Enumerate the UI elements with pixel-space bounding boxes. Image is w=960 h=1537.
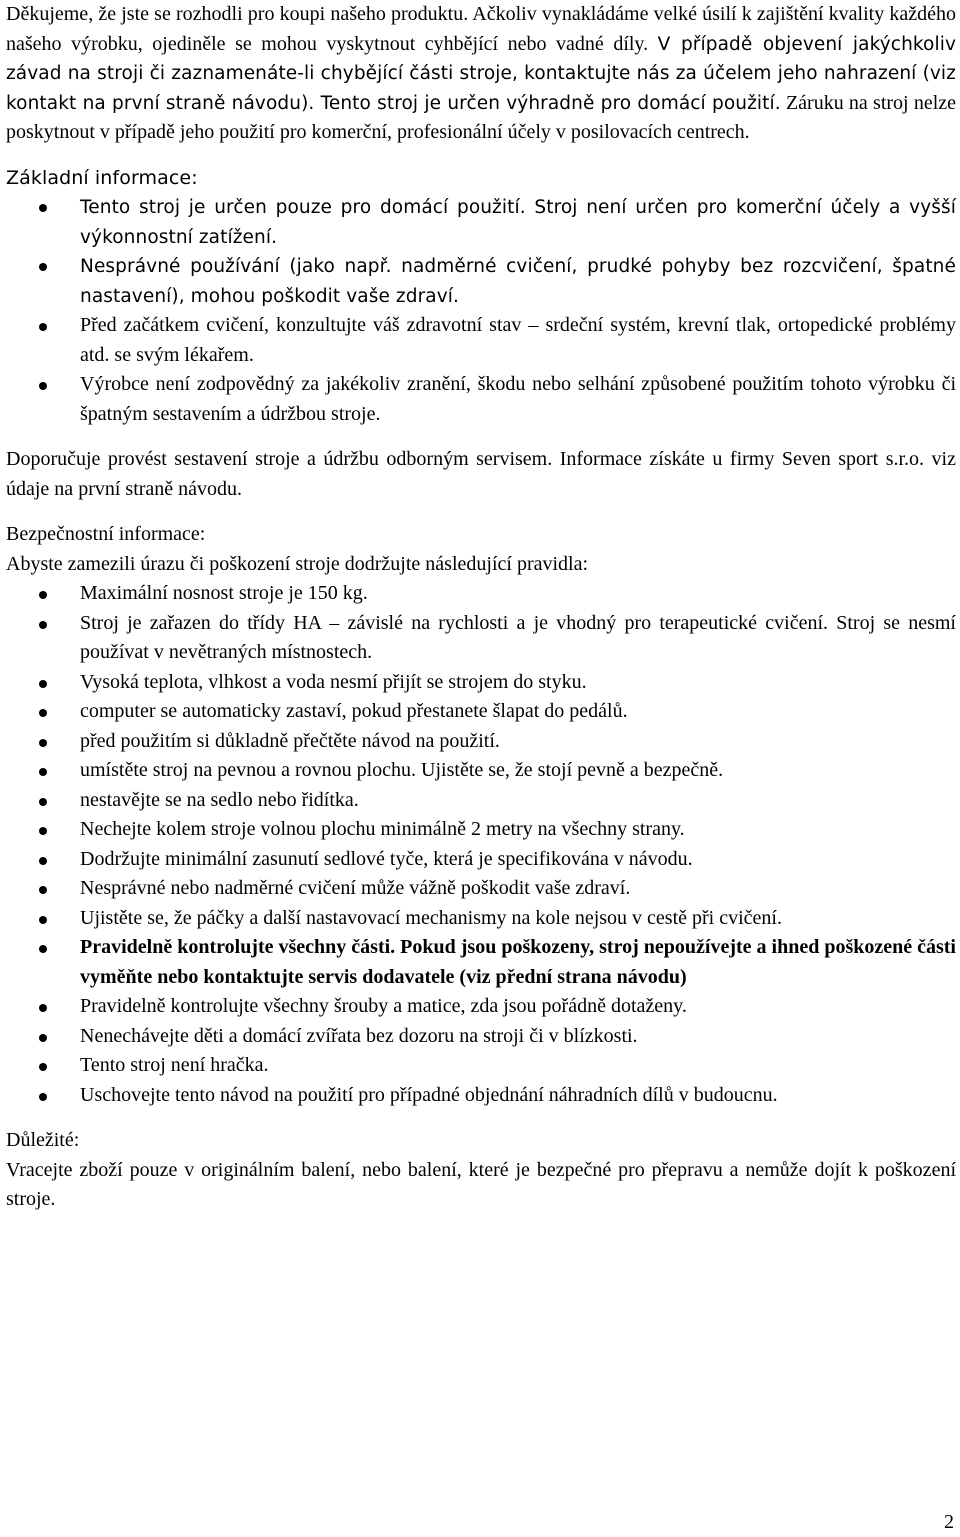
list-item: Nenechávejte děti a domácí zvířata bez dozoru na stroji či v blízkosti. bbox=[6, 1022, 956, 1052]
document-page bbox=[6, 0, 956, 1215]
page-number: 2 bbox=[944, 1511, 954, 1533]
recommendation-paragraph: Doporučuje provést sestavení stroje a údržbu odborným servisem. Informace získáte u firmy Seven sport s.r.o. viz údaje na první straně návodu. bbox=[6, 448, 956, 500]
list-item: Před začátkem cvičení, konzultujte váš zdravotní stav – srdeční systém, krevní tlak, ortopedické problémy atd. se svým lékařem. bbox=[6, 311, 956, 370]
list-item: Uschovejte tento návod na použití pro případné objednání náhradních dílů v budoucnu. bbox=[6, 1081, 956, 1111]
list-item: nestavějte se na sedlo nebo řidítka. bbox=[6, 786, 956, 816]
intro-paragraph bbox=[6, 0, 956, 148]
intro-part-3: Záruku na stroj nelze poskytnout v případě jeho použití pro komerční, profesionální účely v posilovacích centrech. bbox=[6, 91, 957, 143]
list-item: Dodržujte minimální zasunutí sedlové tyče, která je specifikována v návodu. bbox=[6, 845, 956, 875]
safety-heading: Bezpečnostní informace: bbox=[6, 523, 206, 545]
list-item: umístěte stroj na pevnou a rovnou plochu. Ujistěte se, že stojí pevně a bezpečně. bbox=[6, 756, 956, 786]
list-item: Nesprávné používání (jako např. nadměrné cvičení, prudké pohyby bez rozcvičení, špatné nastavení), mohou poškodit vaše zdraví. bbox=[6, 252, 956, 311]
list-item: Nechejte kolem stroje volnou plochu minimálně 2 metry na všechny strany. bbox=[6, 815, 956, 845]
basic-info-list bbox=[6, 193, 956, 429]
list-item: Tento stroj není hračka. bbox=[6, 1051, 956, 1081]
list-item: Pravidelně kontrolujte všechny šrouby a matice, zda jsou pořádně dotaženy. bbox=[6, 992, 956, 1022]
list-item: computer se automaticky zastaví, pokud přestanete šlapat do pedálů. bbox=[6, 697, 956, 727]
list-item: Vysoká teplota, vlhkost a voda nesmí přijít se strojem do styku. bbox=[6, 668, 956, 698]
list-item: Ujistěte se, že páčky a další nastavovací mechanismy na kole nejsou v cestě při cvičení. bbox=[6, 904, 956, 934]
intro-part-2: V případě objevení jakýchkoliv závad na stroji či zaznamenáte-li chybějící části stroje, kontaktujte nás za účelem jeho nahrazení (viz kontakt na první straně návodu). Tento stroj je určen výhradně pro domácí použití. bbox=[6, 33, 957, 114]
intro-part-1: Děkujeme, že jste se rozhodli pro koupi našeho produktu. Ačkoliv vynakládáme velké úsilí k zajištění kvality každého našeho výrobku, ojediněle se mohou vyskytnout cyhbějící nebo vadné díly. bbox=[6, 3, 956, 55]
list-item: Nesprávné nebo nadměrné cvičení může vážně poškodit vaše zdraví. bbox=[6, 874, 956, 904]
list-item: Pravidelně kontrolujte všechny části. Pokud jsou poškozeny, stroj nepoužívejte a ihned poškozené části vyměňte nebo kontaktujte servis dodavatele (viz přední strana návodu) bbox=[6, 933, 956, 992]
basic-info-heading: Základní informace: bbox=[6, 166, 198, 189]
safety-list bbox=[6, 579, 956, 1110]
important-heading: Důležité: bbox=[6, 1129, 80, 1151]
list-item: Výrobce není zodpovědný za jakékoliv zranění, škodu nebo selhání způsobené použitím tohoto výrobku či špatným sestavením a údržbou stroje. bbox=[6, 370, 956, 429]
list-item: Maximální nosnost stroje je 150 kg. bbox=[6, 579, 956, 609]
safety-lead: Abyste zamezili úrazu či poškození stroje dodržujte následující pravidla: bbox=[6, 552, 589, 575]
list-item: Stroj je zařazen do třídy HA – závislé na rychlosti a je vhodný pro terapeutické cvičení. Stroj se nesmí používat v nevětraných místnostech. bbox=[6, 609, 956, 668]
list-item: před použitím si důkladně přečtěte návod na použití. bbox=[6, 727, 956, 757]
list-item: Tento stroj je určen pouze pro domácí použití. Stroj není určen pro komerční účely a vyšší výkonnostní zatížení. bbox=[6, 193, 956, 252]
important-text: Vracejte zboží pouze v originálním balení, nebo balení, které je bezpečné pro přepravu a nemůže dojít k poškození stroje. bbox=[6, 1158, 956, 1210]
